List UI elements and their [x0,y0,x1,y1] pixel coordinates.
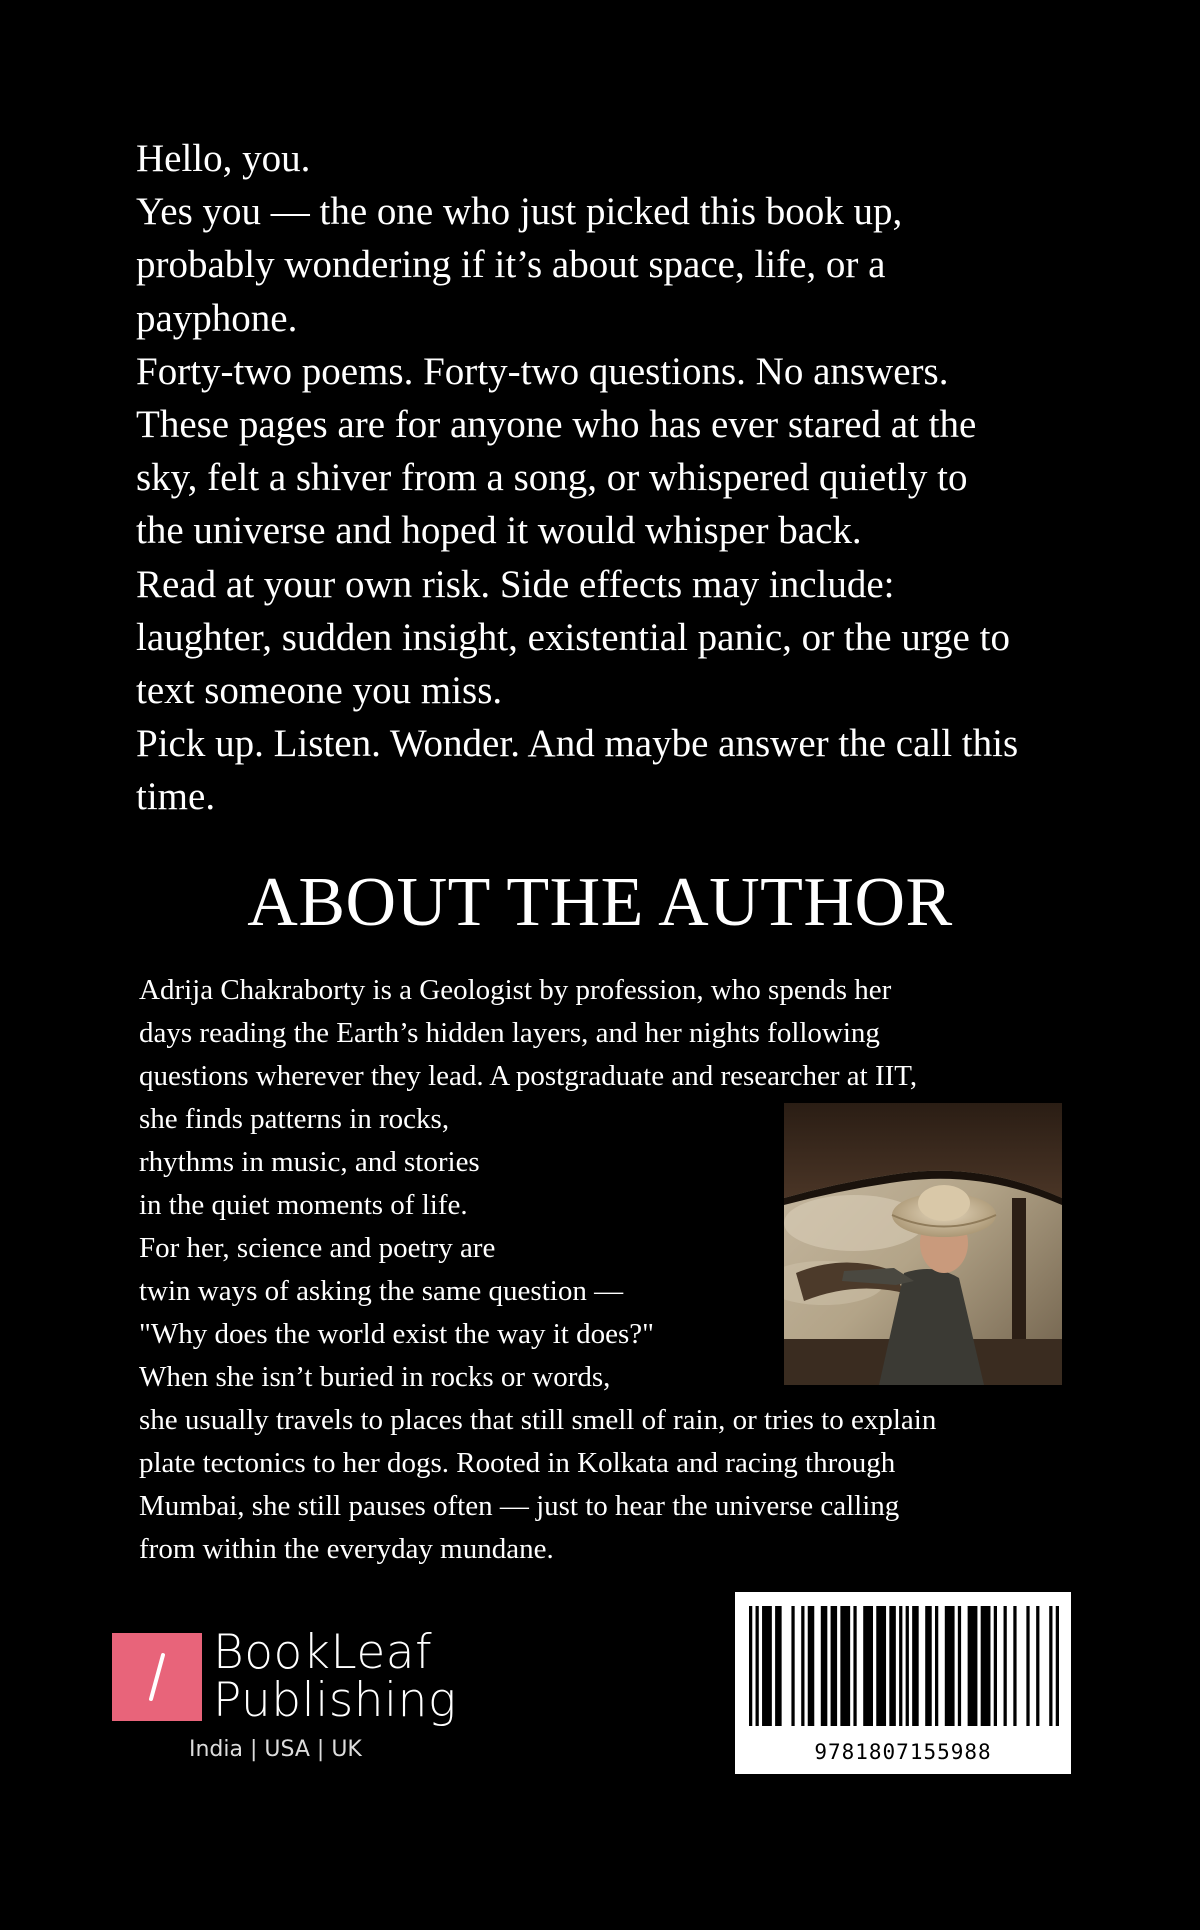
barcode-bar [749,1606,752,1726]
bio-line: she finds patterns in rocks, [139,1103,450,1135]
publisher-mark [112,1633,202,1721]
isbn-number: 9781807155988 [814,1740,992,1764]
blurb-line: time. [136,775,216,819]
barcode-bar [762,1606,772,1726]
barcode-bar [906,1606,909,1726]
barcode-bars [749,1606,1059,1726]
barcode-bar [935,1606,938,1726]
barcode-bar [791,1606,794,1726]
blurb-line: probably wondering if it’s about space, life, or a [136,243,886,287]
blurb [136,132,1076,824]
bio-line: "Why does the world exist the way it does?" [139,1318,654,1350]
barcode-bar [863,1606,873,1726]
blurb-line: Read at your own risk. Side effects may include: [136,562,895,606]
barcode-bar [981,1606,991,1726]
barcode-bar [801,1606,804,1726]
barcode-bar [808,1606,815,1726]
barcode-bar [968,1606,978,1726]
publisher-name-line1: BookLeaf [213,1625,433,1680]
bio-line: plate tectonics to her dogs. Rooted in Kolkata and racing through [139,1447,896,1479]
blurb-line: These pages are for anyone who has ever stared at the [136,403,977,447]
publisher-name-line2: Publishing [213,1673,457,1728]
bio-line: rhythms in music, and stories [139,1146,480,1178]
barcode-bar [1056,1606,1059,1726]
barcode-bar [1036,1606,1039,1726]
blurb-line: Yes you — the one who just picked this book up, [136,190,903,234]
bio-line: in the quiet moments of life. [139,1189,468,1221]
bio-line: from within the everyday mundane. [139,1533,554,1565]
author-photo [784,1103,1062,1385]
blurb-line: Pick up. Listen. Wonder. And maybe answer the call this [136,722,1019,766]
barcode-bar [775,1606,782,1726]
blurb-line: text someone you miss. [136,669,503,713]
barcode-bar [876,1606,886,1726]
blurb-line: Hello, you. [136,137,311,180]
blurb-line: Forty-two poems. Forty-two questions. No answers. [136,349,949,393]
publisher-logo [112,1625,457,1768]
barcode-bar [840,1606,850,1726]
bio-line: twin ways of asking the same question — [139,1275,624,1307]
about-author-heading: ABOUT THE AUTHOR [247,864,953,941]
bio-line: questions wherever they lead. A postgraduate and researcher at IIT, [139,1060,918,1092]
barcode-bar [821,1606,828,1726]
barcode-bar [1049,1606,1052,1726]
barcode-bar [756,1606,759,1726]
bio-line: she usually travels to places that still smell of rain, or tries to explain [139,1404,937,1436]
barcode-bar [912,1606,919,1726]
barcode-bar [1013,1606,1016,1726]
barcode-bar [994,1606,997,1726]
blurb-line: sky, felt a shiver from a song, or whispered quietly to [136,456,968,500]
bio-line: For her, science and poetry are [139,1232,496,1264]
barcode-bar [958,1606,961,1726]
barcode-bar [1026,1606,1029,1726]
isbn-barcode [733,1590,1073,1776]
barcode-bar [899,1606,902,1726]
bio-line: Adrija Chakraborty is a Geologist by profession, who spends her [139,974,892,1006]
barcode-bar [945,1606,955,1726]
barcode-bar [925,1606,932,1726]
barcode-bar [889,1606,896,1726]
barcode-bar [1004,1606,1007,1726]
bio-line: Mumbai, she still pauses often — just to hear the universe calling [139,1490,900,1522]
bio-line: When she isn’t buried in rocks or words, [139,1361,611,1393]
blurb-line: payphone. [136,296,298,340]
barcode-bar [831,1606,838,1726]
blurb-line: the universe and hoped it would whisper back. [136,509,862,553]
barcode-bar [853,1606,856,1726]
blurb-line: laughter, sudden insight, existential panic, or the urge to [136,615,1010,659]
bio-line: days reading the Earth’s hidden layers, and her nights following [139,1017,880,1049]
publisher-regions: India | USA | UK [189,1737,362,1762]
